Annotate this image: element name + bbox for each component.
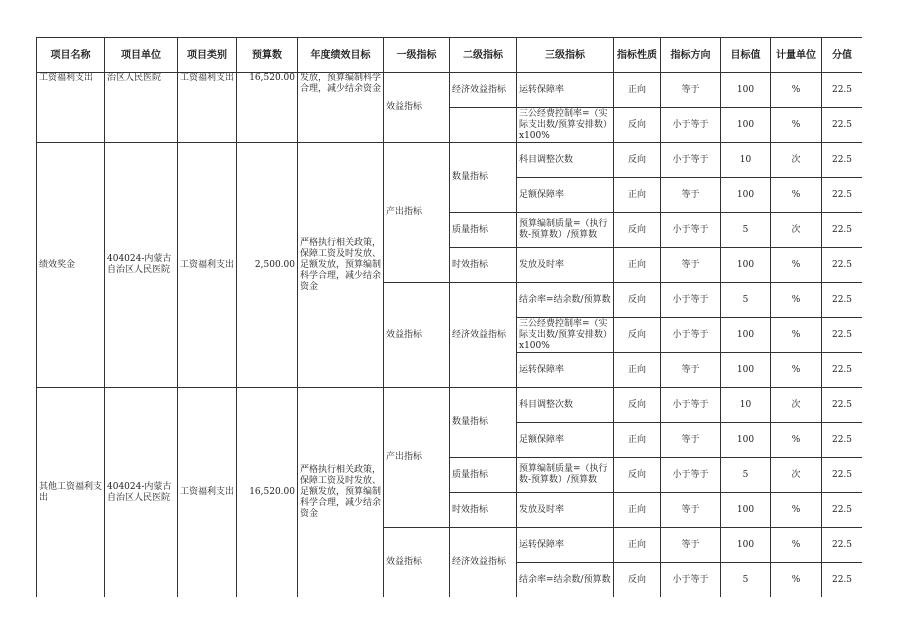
level1-cell: 效益指标 <box>384 528 450 598</box>
score-cell: 22.5 <box>822 493 863 528</box>
header-indicator-direction: 指标方向 <box>661 38 721 73</box>
level3-cell: 科目调整次数 <box>517 388 614 423</box>
header-target-value: 目标值 <box>721 38 771 73</box>
target-cell: 5 <box>721 563 771 598</box>
header-project-unit: 项目单位 <box>105 38 178 73</box>
level3-cell: 发放及时率 <box>517 493 614 528</box>
level2-cell: 经济效益指标 <box>450 73 517 108</box>
score-cell: 22.5 <box>822 143 863 178</box>
nature-cell: 反向 <box>614 108 661 143</box>
table-row <box>37 143 863 178</box>
target-cell: 100 <box>721 248 771 283</box>
header-project-name: 项目名称 <box>37 38 105 73</box>
level3-cell: 结余率=结余数/预算数 <box>517 563 614 598</box>
direction-cell: 小于等于 <box>661 563 721 598</box>
level2-cell: 时效指标 <box>450 493 517 528</box>
level3-cell: 运转保障率 <box>517 73 614 108</box>
level3-cell: 运转保障率 <box>517 353 614 388</box>
level3-cell: 三公经费控制率=（实际支出数/预算安排数）x100% <box>517 108 614 143</box>
target-cell: 100 <box>721 423 771 458</box>
direction-cell: 小于等于 <box>661 213 721 248</box>
nature-cell: 正向 <box>614 248 661 283</box>
nature-cell: 正向 <box>614 73 661 108</box>
nature-cell: 反向 <box>614 458 661 493</box>
target-cell: 100 <box>721 528 771 563</box>
annual-goal-cell: 发放，预算编制科学合理，减少结余资金 <box>298 73 384 143</box>
target-cell: 100 <box>721 108 771 143</box>
level3-cell: 预算编制质量=（执行数-预算数）/预算数 <box>517 458 614 493</box>
unit-cell: % <box>771 318 822 353</box>
unit-cell: % <box>771 283 822 318</box>
score-cell: 22.5 <box>822 108 863 143</box>
level3-cell: 运转保障率 <box>517 528 614 563</box>
score-cell: 22.5 <box>822 563 863 598</box>
unit-cell: % <box>771 528 822 563</box>
level3-cell: 预算编制质量=（执行数-预算数）/预算数 <box>517 213 614 248</box>
nature-cell: 反向 <box>614 563 661 598</box>
nature-cell: 反向 <box>614 318 661 353</box>
budget-cell: 16,520.00 <box>237 73 298 143</box>
level3-cell: 足额保障率 <box>517 178 614 213</box>
nature-cell: 正向 <box>614 178 661 213</box>
project-unit-cell: 404024-内蒙古自治区人民医院 <box>105 388 178 598</box>
header-measure-unit: 计量单位 <box>771 38 822 73</box>
direction-cell: 等于 <box>661 353 721 388</box>
level1-cell: 产出指标 <box>384 388 450 528</box>
level1-cell: 效益指标 <box>384 283 450 388</box>
target-cell: 100 <box>721 353 771 388</box>
nature-cell: 反向 <box>614 213 661 248</box>
level2-cell: 质量指标 <box>450 213 517 248</box>
project-category-cell: 工资福利支出 <box>178 143 237 388</box>
nature-cell: 反向 <box>614 143 661 178</box>
level3-cell: 发放及时率 <box>517 248 614 283</box>
target-cell: 100 <box>721 178 771 213</box>
table-row <box>37 388 863 423</box>
direction-cell: 等于 <box>661 73 721 108</box>
unit-cell: % <box>771 73 822 108</box>
target-cell: 100 <box>721 73 771 108</box>
target-cell: 5 <box>721 213 771 248</box>
level2-cell: 时效指标 <box>450 248 517 283</box>
score-cell: 22.5 <box>822 213 863 248</box>
level2-cell: 经济效益指标 <box>450 283 517 388</box>
direction-cell: 等于 <box>661 178 721 213</box>
project-unit-cell: 404024-内蒙古自治区人民医院 <box>105 143 178 388</box>
target-cell: 100 <box>721 493 771 528</box>
level2-cell: 经济效益指标 <box>450 528 517 598</box>
unit-cell: % <box>771 248 822 283</box>
performance-table-sheet <box>36 37 862 597</box>
unit-cell: % <box>771 108 822 143</box>
direction-cell: 小于等于 <box>661 388 721 423</box>
score-cell: 22.5 <box>822 178 863 213</box>
header-row <box>37 38 863 73</box>
target-cell: 10 <box>721 143 771 178</box>
level3-cell: 足额保障率 <box>517 423 614 458</box>
target-cell: 10 <box>721 388 771 423</box>
annual-goal-cell: 严格执行相关政策，保障工资及时发放、足额发放，预算编制科学合理，减少结余资金 <box>298 388 384 598</box>
level2-cell: 数量指标 <box>450 388 517 458</box>
direction-cell: 等于 <box>661 248 721 283</box>
score-cell: 22.5 <box>822 73 863 108</box>
nature-cell: 反向 <box>614 388 661 423</box>
score-cell: 22.5 <box>822 423 863 458</box>
direction-cell: 等于 <box>661 493 721 528</box>
direction-cell: 等于 <box>661 423 721 458</box>
direction-cell: 小于等于 <box>661 108 721 143</box>
header-project-category: 项目类别 <box>178 38 237 73</box>
header-level1-indicator: 一级指标 <box>384 38 450 73</box>
header-indicator-nature: 指标性质 <box>614 38 661 73</box>
direction-cell: 等于 <box>661 528 721 563</box>
level2-cell: 质量指标 <box>450 458 517 493</box>
unit-cell: % <box>771 563 822 598</box>
budget-cell: 2,500.00 <box>237 143 298 388</box>
score-cell: 22.5 <box>822 283 863 318</box>
header-level2-indicator: 二级指标 <box>450 38 517 73</box>
performance-indicator-table <box>36 37 862 597</box>
header-score: 分值 <box>822 38 863 73</box>
nature-cell: 正向 <box>614 528 661 563</box>
project-category-cell: 工资福利支出 <box>178 388 237 598</box>
score-cell: 22.5 <box>822 318 863 353</box>
nature-cell: 正向 <box>614 353 661 388</box>
level3-cell: 结余率=结余数/预算数 <box>517 283 614 318</box>
nature-cell: 反向 <box>614 283 661 318</box>
direction-cell: 小于等于 <box>661 283 721 318</box>
unit-cell: 次 <box>771 388 822 423</box>
project-category-cell: 工资福利支出 <box>178 73 237 143</box>
table-row <box>37 73 863 108</box>
budget-cell: 16,520.00 <box>237 388 298 598</box>
header-level3-indicator: 三级指标 <box>517 38 614 73</box>
score-cell: 22.5 <box>822 248 863 283</box>
direction-cell: 小于等于 <box>661 318 721 353</box>
direction-cell: 小于等于 <box>661 458 721 493</box>
direction-cell: 小于等于 <box>661 143 721 178</box>
header-budget: 预算数 <box>237 38 298 73</box>
level3-cell: 三公经费控制率=（实际支出数/预算安排数）x100% <box>517 318 614 353</box>
unit-cell: % <box>771 493 822 528</box>
nature-cell: 正向 <box>614 423 661 458</box>
score-cell: 22.5 <box>822 528 863 563</box>
unit-cell: % <box>771 423 822 458</box>
level2-cell: 数量指标 <box>450 143 517 213</box>
level1-cell: 效益指标 <box>384 73 450 143</box>
level3-cell: 科目调整次数 <box>517 143 614 178</box>
nature-cell: 正向 <box>614 493 661 528</box>
unit-cell: % <box>771 353 822 388</box>
project-name-cell: 其他工资福利支出 <box>37 388 105 598</box>
score-cell: 22.5 <box>822 353 863 388</box>
header-annual-goal: 年度绩效目标 <box>298 38 384 73</box>
project-unit-cell: 治区人民医院 <box>105 73 178 143</box>
annual-goal-cell: 严格执行相关政策，保障工资及时发放、足额发放，预算编制科学合理，减少结余资金 <box>298 143 384 388</box>
unit-cell: % <box>771 178 822 213</box>
level2-cell <box>450 108 517 143</box>
target-cell: 5 <box>721 283 771 318</box>
level1-cell: 产出指标 <box>384 143 450 283</box>
project-name-cell: 绩效奖金 <box>37 143 105 388</box>
unit-cell: 次 <box>771 458 822 493</box>
unit-cell: 次 <box>771 143 822 178</box>
project-name-cell: 工资福利支出 <box>37 73 105 143</box>
target-cell: 100 <box>721 318 771 353</box>
score-cell: 22.5 <box>822 458 863 493</box>
target-cell: 5 <box>721 458 771 493</box>
unit-cell: 次 <box>771 213 822 248</box>
score-cell: 22.5 <box>822 388 863 423</box>
